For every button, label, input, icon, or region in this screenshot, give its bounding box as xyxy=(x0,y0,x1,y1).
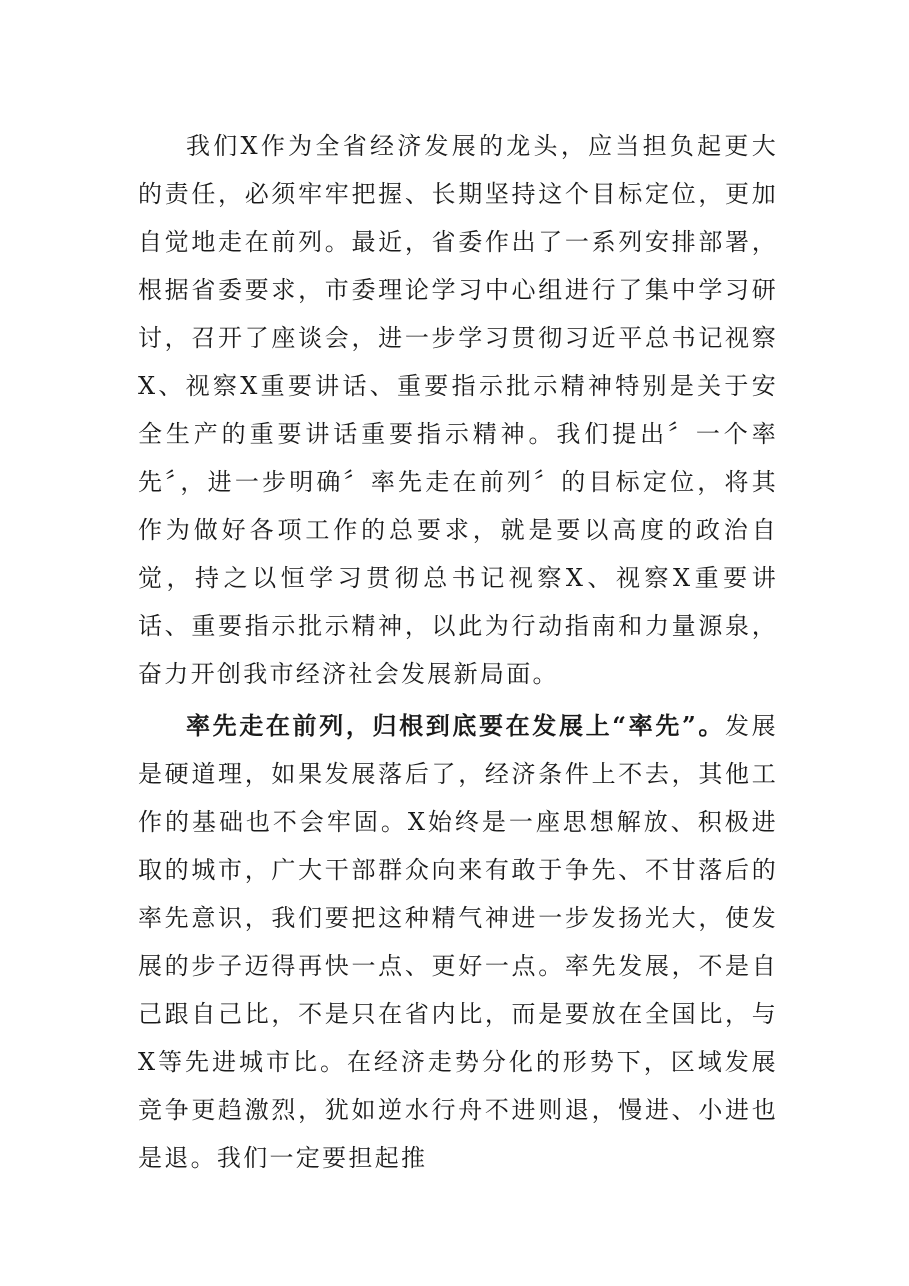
paragraph-2-text: 发展是硬道理，如果发展落后了，经济条件上不去，其他工作的基础也不会牢固。X始终是一座思想解放、积极进取的城市，广大干部群众向来有敢于争先、不甘落后的率先意识，我们要把这种精气神进一步发扬光大，使发展的步子迈得再快一点、更好一点。率先发展，不是自己跟自己比，不是只在省内比，而是要放在全国比，与X等先进城市比。在经济走势分化的形势下，区域发展竞争更趋激烈，犹如逆水行舟不进则退，慢进、小进也是退。我们一定要担起推 xyxy=(138,712,778,1172)
paragraph-2-lead: 率先走在前列，归根到底要在发展上“率先”。 xyxy=(186,711,726,740)
paragraph-2 xyxy=(138,702,778,1182)
paragraph-1-text: 我们X作为全省经济发展的龙头，应当担负起更大的责任，必须牢牢把握、长期坚持这个目标定位，更加自觉地走在前列。最近，省委作出了一系列安排部署，根据省委要求，市委理论学习中心组进行了集中学习研讨，召开了座谈会，进一步学习贯彻习近平总书记视察X、视察X重要讲话、重要指示批示精神特别是关于安全生产的重要讲话重要指示精神。我们提出〞一个率先〞，进一步明确〞率先走在前列〞的目标定位，将其作为做好各项工作的总要求，就是要以高度的政治自觉，持之以恒学习贯彻总书记视察X、视察X重要讲话、重要指示批示精神，以此为行动指南和力量源泉，奋力开创我市经济社会发展新局面。 xyxy=(138,132,778,688)
paragraph-1 xyxy=(138,122,778,698)
document-body xyxy=(138,122,778,1182)
